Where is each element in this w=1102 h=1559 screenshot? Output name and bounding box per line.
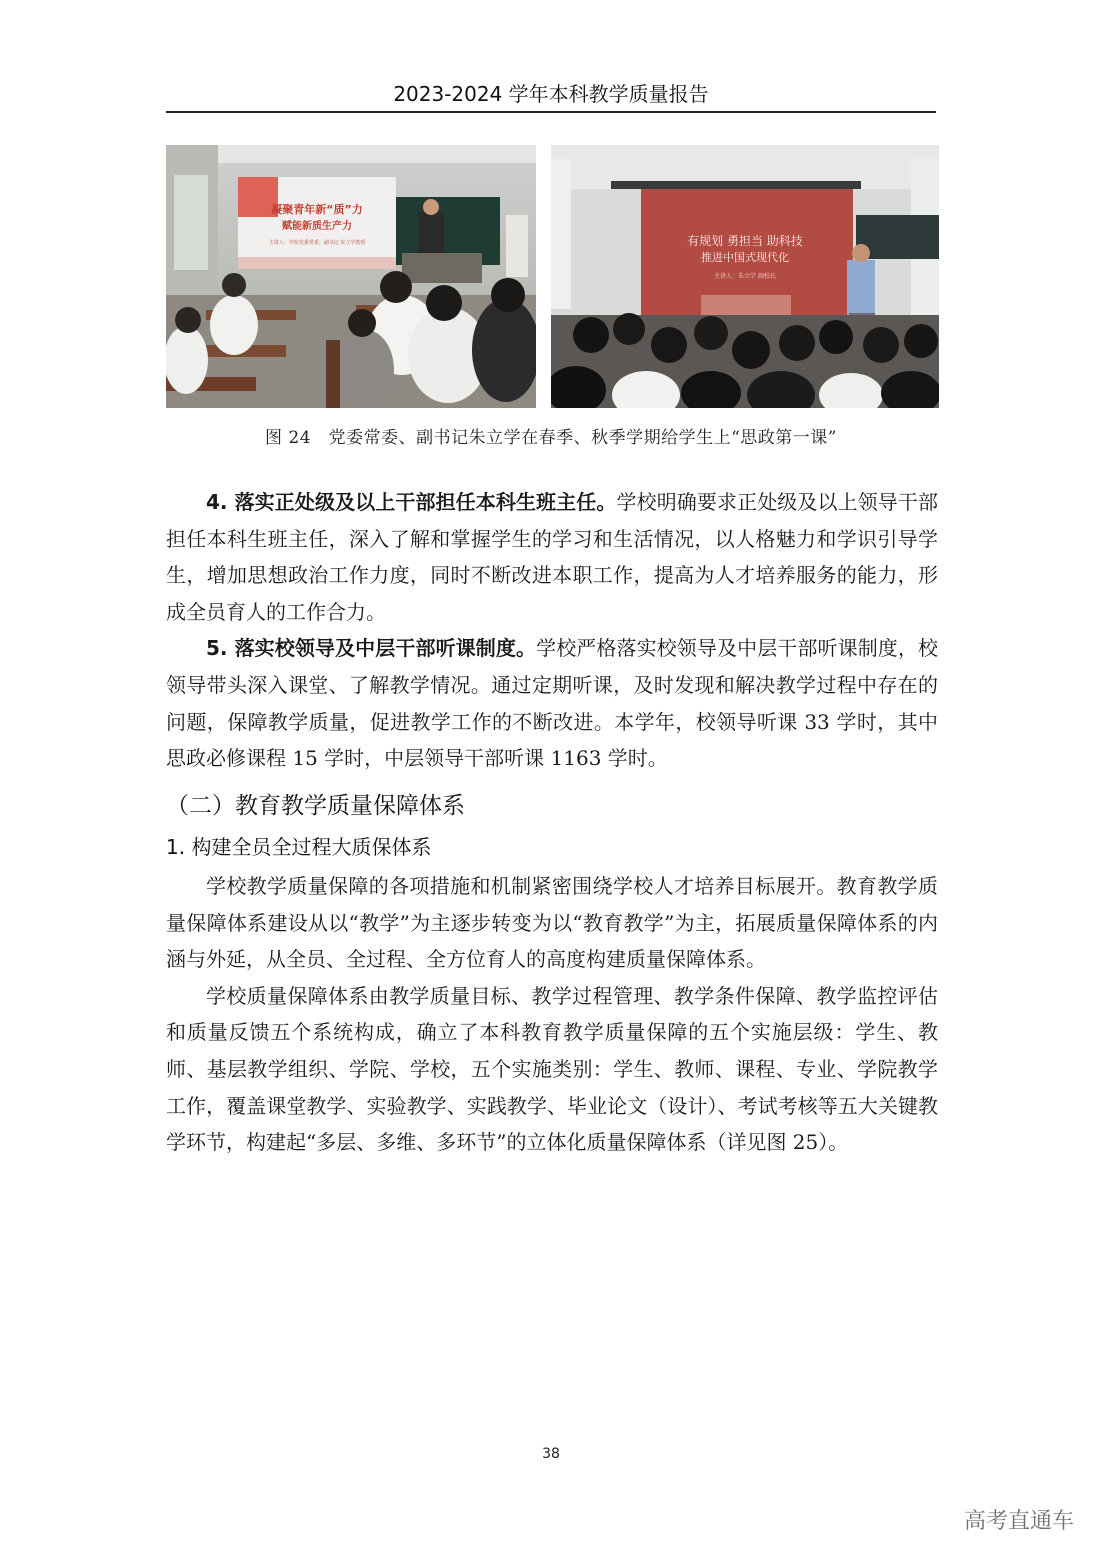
watermark: 高考直通车	[963, 1509, 1074, 1534]
paragraph-body-class-advisor: 学校明确要求正处级及以上领导干部担任本科生班主任，深入了解和掌握学生的学习和生活情况，以人格魅力和学识引导学生，增加思想政治工作力度，同时不断改进本职工作，提高为人才培养服务的能力，形成全员育人的工作合力。	[166, 490, 939, 624]
section-heading: （二）教育教学质量保障体系	[166, 793, 465, 819]
paragraph-class-advisor	[166, 484, 938, 630]
paragraph-group-quality-system	[166, 868, 938, 1161]
paragraph-lead-class-advisor: 4. 落实正处级及以上干部担任本科生班主任。	[206, 490, 617, 514]
paragraph-quality-goal: 学校教学质量保障的各项措施和机制紧密围绕学校人才培养目标展开。教育教学质量保障体系建设从以“教学”为主逐步转变为以“教育教学”为主，拓展质量保障体系的内涵与外延，从全员、全过程、全方位育人的高度构建质量保障体系。	[166, 874, 938, 972]
paragraph-quality-structure: 学校质量保障体系由教学质量目标、教学过程管理、教学条件保障、教学监控评估和质量反馈五个系统构成，确立了本科教育教学质量保障的五个实施层级：学生、教师、基层教学组织、学院、学校，五个实施类别：学生、教师、课程、专业、学院教学工作，覆盖课堂教学、实验教学、实践教学、毕业论文（设计）、考试考核等五大关键教学环节，构建起“多层、多维、多环节”的立体化质量保障体系（详见图 25）。	[166, 983, 938, 1155]
running-header: 2023-2024 学年本科教学质量报告	[393, 82, 709, 106]
slide-speaker-right: 主讲人：朱立学 副校长	[714, 273, 776, 280]
paragraph-group-cadre-duties	[166, 484, 938, 777]
photo-spring-lecture	[166, 145, 536, 408]
paragraph-lead-lecture-audit: 5. 落实校领导及中层干部听课制度。	[206, 636, 537, 661]
paragraph-lecture-audit	[166, 630, 938, 776]
slide-subtitle-left: 赋能新质生产力	[282, 221, 352, 232]
paragraph-body-lecture-audit: 学校严格落实校领导及中层干部听课制度，校领导带头深入课堂、了解教学情况。通过定期听课，及时发现和解决教学过程中存在的问题，保障教学质量，促进教学工作的不断改进。本学年，校领导听课 33 学时，其中思政必修课程 15 学时，中层领导干部听课 1163 学时。	[166, 636, 939, 771]
sub-heading: 1. 构建全员全过程大质保体系	[166, 835, 432, 859]
header-rule	[166, 111, 936, 113]
slide-speaker-left: 主讲人：学校党委常委、副书记 朱立学教授	[268, 240, 366, 246]
slide-title-left: 凝聚青年新“质”力	[271, 203, 363, 216]
slide-subtitle-right: 推进中国式现代化	[701, 251, 789, 264]
figure-caption: 图 24 党委常委、副书记朱立学在春季、秋季学期给学生上“思政第一课”	[265, 428, 837, 448]
classroom-photo-right	[551, 145, 939, 408]
photo-autumn-lecture	[551, 145, 939, 408]
page-number: 38	[542, 1446, 560, 1462]
slide-title-right: 有规划 勇担当 助科技	[687, 234, 803, 248]
classroom-photo-left	[166, 145, 536, 408]
